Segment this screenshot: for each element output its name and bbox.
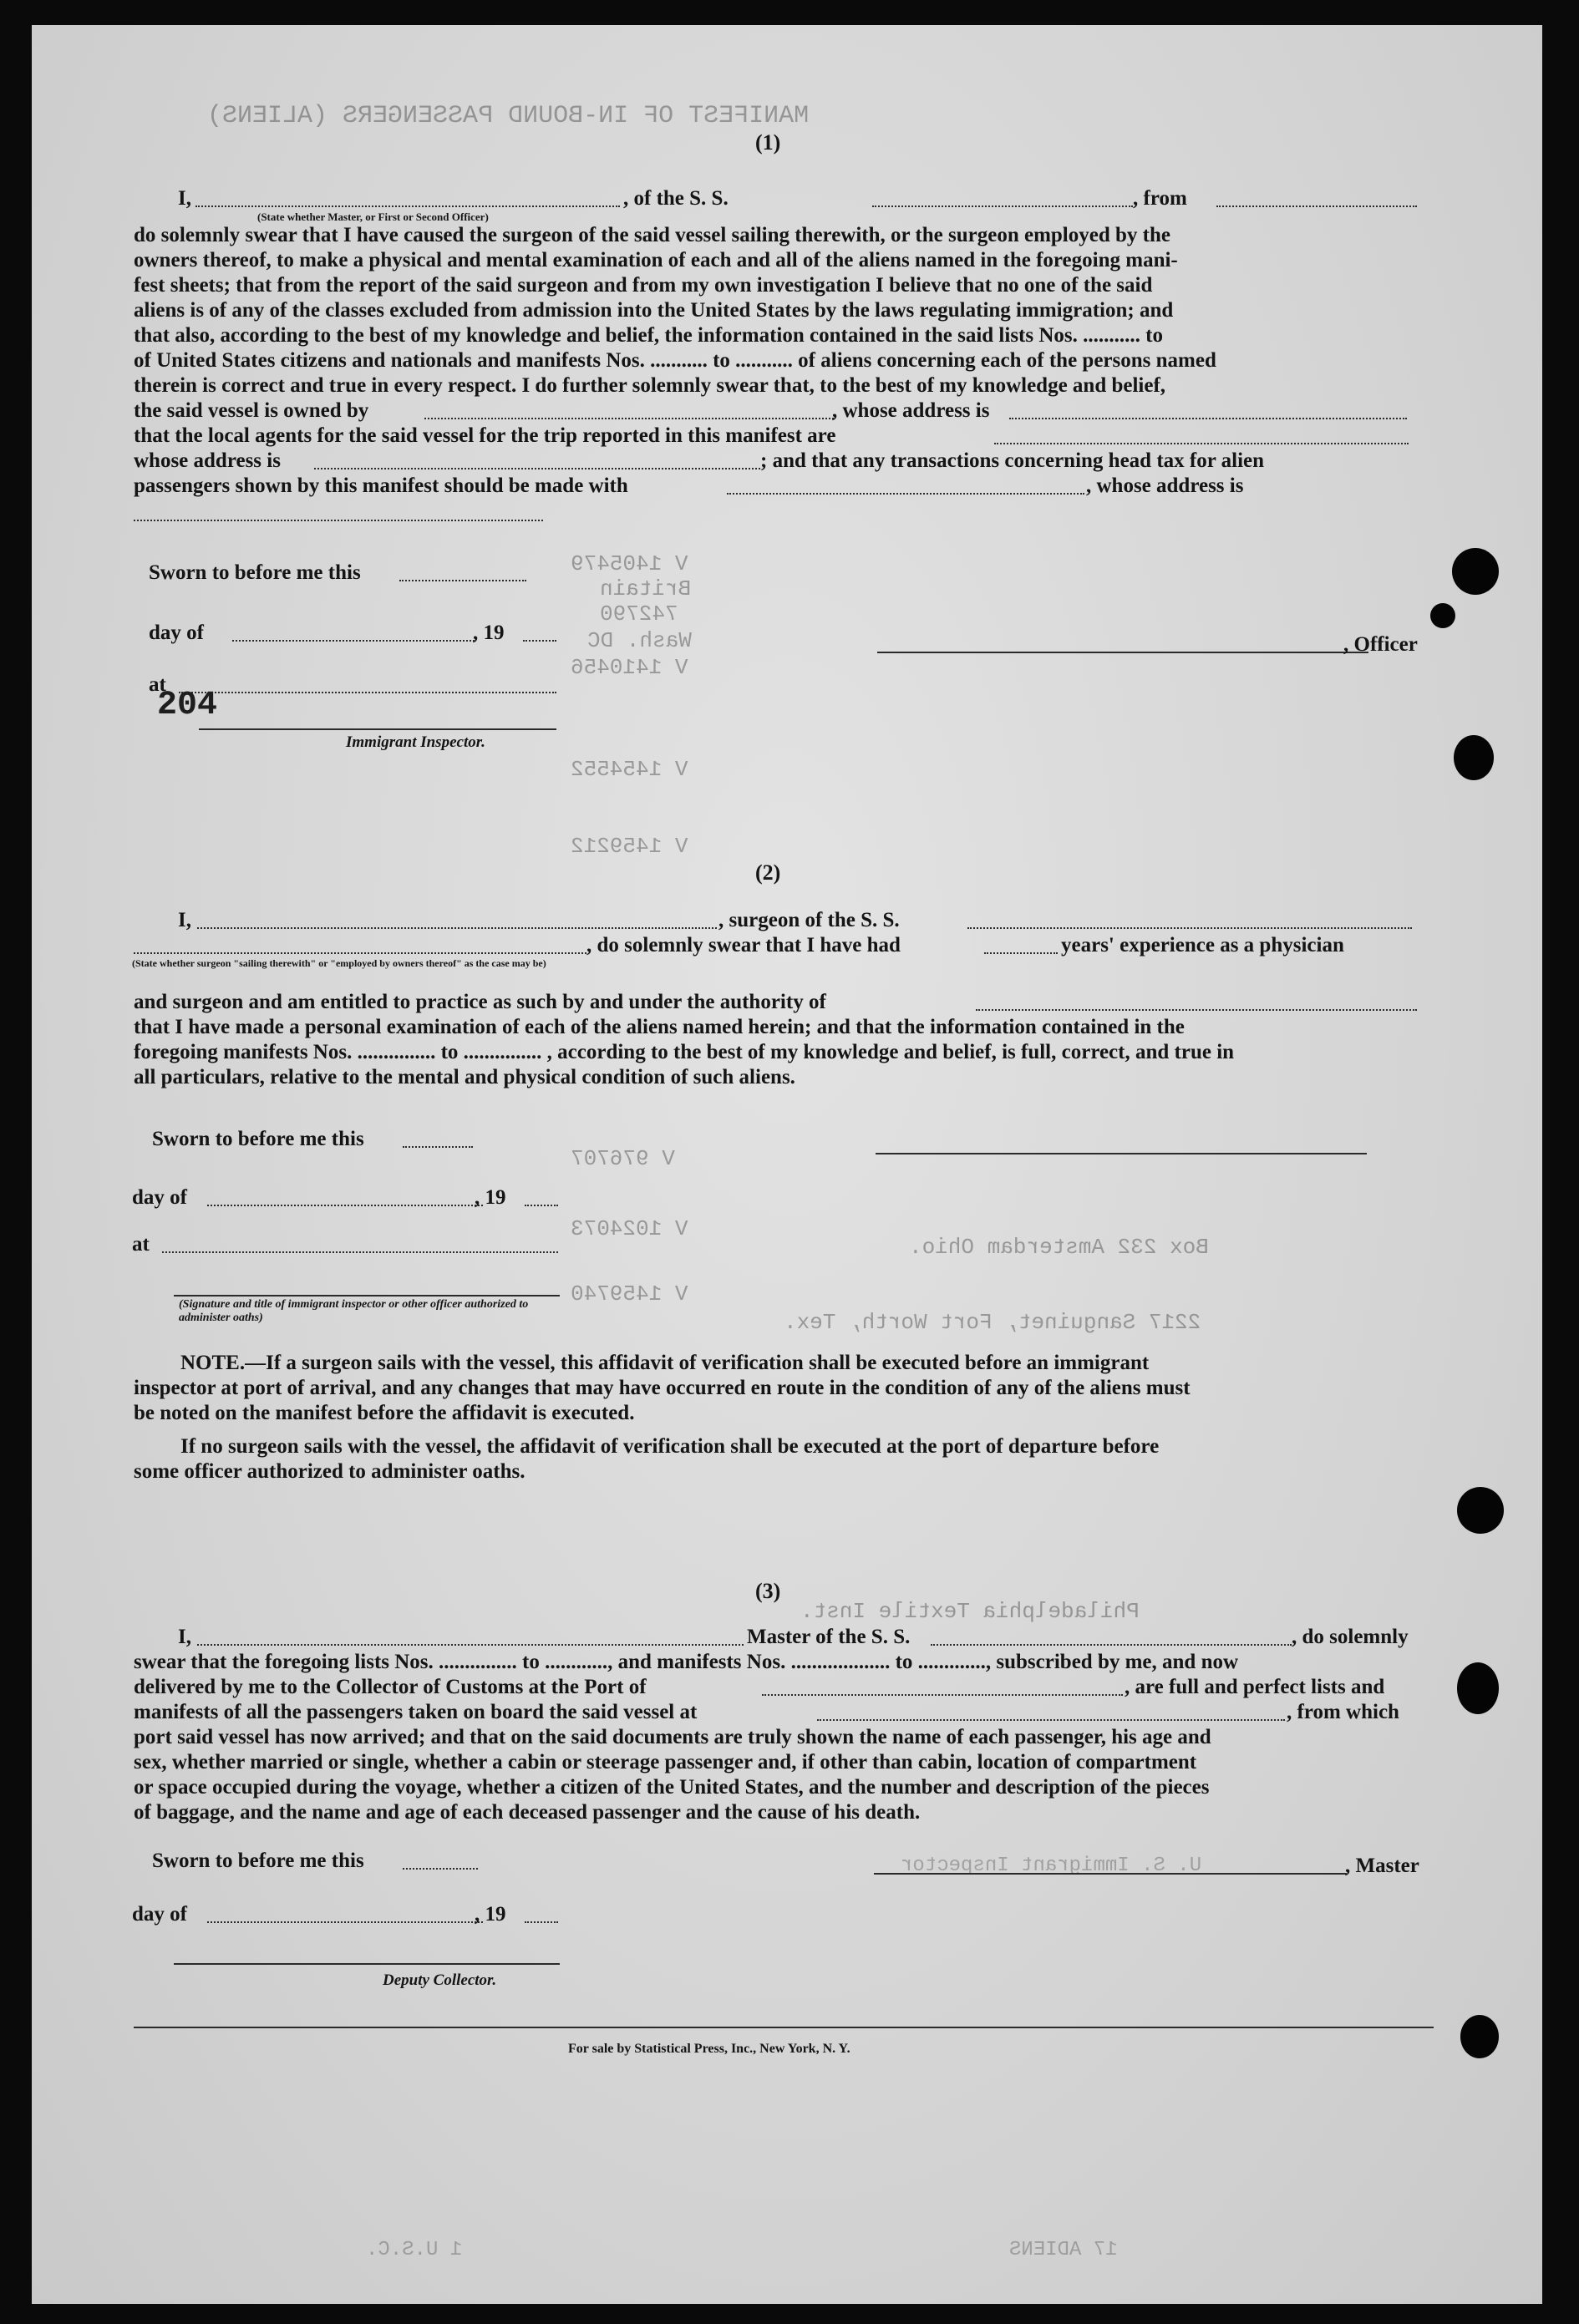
surgeon-state-note: (State whether surgeon "sailing therewith" or "employed by owners thereof" as the case may be) bbox=[132, 957, 546, 969]
note-line: some officer authorized to administer oaths. bbox=[134, 1460, 525, 1483]
at-label: at bbox=[149, 673, 166, 696]
day-of-label-2: day of bbox=[132, 1186, 187, 1209]
section-3-line: , from which bbox=[1287, 1701, 1399, 1723]
inspector-signature-line bbox=[199, 728, 556, 730]
section-3-i: I, bbox=[178, 1626, 191, 1648]
officer-name-field bbox=[195, 206, 620, 207]
section-1-para-line: aliens is of any of the classes excluded from admission into the United States by the laws regulating immigration; and bbox=[134, 299, 1174, 322]
section-3-line: delivered by me to the Collector of Customs at the Port of bbox=[134, 1676, 647, 1698]
at-label-2: at bbox=[132, 1233, 150, 1256]
day-of-field bbox=[232, 640, 475, 642]
master-signature-line bbox=[874, 1873, 1347, 1875]
punch-hole bbox=[1457, 1662, 1499, 1714]
head-tax-label: ; and that any transactions concerning head tax for alien bbox=[760, 449, 1265, 472]
authority-field bbox=[976, 1009, 1417, 1011]
at-field-2 bbox=[162, 1251, 558, 1253]
local-agents-label: that the local agents for the said vessel for the trip reported in this manifest are bbox=[134, 424, 836, 447]
officer-note: (State whether Master, or First or Second Officer) bbox=[257, 211, 489, 223]
master-of-label: Master of the S. S. bbox=[747, 1626, 911, 1648]
bleed-through-text: 17 ADIENS bbox=[1009, 2239, 1118, 2261]
agents-address-label: whose address is bbox=[134, 449, 281, 472]
section-2-i: I, bbox=[178, 909, 191, 931]
year-field bbox=[523, 640, 556, 642]
year-label-2: , 19 bbox=[475, 1186, 506, 1209]
bleed-through-text: Philadelphia Textile Inst. bbox=[800, 1599, 1140, 1624]
inspector-title: Immigrant Inspector. bbox=[346, 733, 485, 751]
surgeon-ship-field bbox=[967, 927, 1412, 929]
bleed-through-text: V 1454552 bbox=[571, 757, 688, 782]
bleed-through-text: V 1405479 bbox=[571, 551, 688, 576]
section-1-i: I, bbox=[178, 187, 191, 210]
surgeon-signature-line bbox=[876, 1153, 1367, 1154]
from-label: , from bbox=[1133, 187, 1187, 210]
section-2-para-line: that I have made a personal examination of each of the aliens named herein; and that the information contained in the bbox=[134, 1016, 1185, 1038]
passengers-shown-label: passengers shown by this manifest should be made with bbox=[134, 474, 628, 497]
sig-note: (Signature and title of immigrant inspector or other officer authorized to administer oaths) bbox=[179, 1298, 529, 1324]
section-2-para-line: all particulars, relative to the mental and physical condition of such aliens. bbox=[134, 1066, 795, 1088]
sworn-date-field bbox=[399, 580, 526, 581]
section-2-number: (2) bbox=[755, 860, 781, 885]
section-3-para-line: port said vessel has now arrived; and that on the said documents are truly shown the name of each passenger, his age and bbox=[134, 1726, 1211, 1748]
master-name-field bbox=[197, 1644, 744, 1646]
day-of-label-3: day of bbox=[132, 1903, 187, 1926]
owned-by-label: the said vessel is owned by bbox=[134, 399, 369, 422]
whose-address-label-3: , whose address is bbox=[1086, 474, 1244, 497]
section-3-number: (3) bbox=[755, 1579, 781, 1603]
master-label: , Master bbox=[1345, 1855, 1419, 1877]
do-solemnly-label: , do solemnly bbox=[1292, 1626, 1409, 1648]
note-paragraph bbox=[180, 1350, 1149, 1376]
day-of-label: day of bbox=[149, 622, 204, 644]
sworn-label-2: Sworn to before me this bbox=[152, 1128, 364, 1150]
note-line: inspector at port of arrival, and any changes that may have occurred en route in the condition of any of the aliens must bbox=[134, 1377, 1191, 1399]
bleed-through-text: U. S. Immigrant Inspector bbox=[901, 1855, 1202, 1877]
of-ss-label: , of the S. S. bbox=[623, 187, 729, 210]
collector-title: Deputy Collector. bbox=[383, 1971, 497, 1989]
section-1-para-line: that also, according to the best of my knowledge and belief, the information contained in the said lists Nos. ........... to bbox=[134, 324, 1163, 347]
year-field-2 bbox=[525, 1205, 558, 1206]
punch-hole bbox=[1454, 735, 1494, 780]
owner-field bbox=[424, 418, 834, 419]
bleed-through-title: MANIFEST OF IN-BOUND PASSENGERS (ALIENS) bbox=[207, 102, 810, 130]
year-label: , 19 bbox=[473, 622, 505, 644]
bleed-through-text: V 1459740 bbox=[571, 1281, 688, 1307]
at-field bbox=[179, 692, 556, 693]
ship-name-field bbox=[872, 206, 1133, 207]
printer-line: For sale by Statistical Press, Inc., New York, N. Y. bbox=[568, 2042, 850, 2056]
sworn-date-field-3 bbox=[403, 1868, 478, 1870]
bleed-through-text: 2217 Sanguinet, Fort Worth, Tex. bbox=[784, 1310, 1201, 1335]
head-tax-address-field bbox=[134, 520, 543, 521]
agents-field bbox=[994, 443, 1409, 444]
bleed-through-text: Wash. DC bbox=[587, 628, 692, 653]
collector-signature-line bbox=[174, 1963, 560, 1965]
section-3-line: swear that the foregoing lists Nos. ............... to ............, and manifests Nos. ................... to ............., subscribed by me, and now bbox=[134, 1651, 1239, 1673]
sworn-label-3: Sworn to before me this bbox=[152, 1850, 364, 1872]
bleed-through-text: V 1024073 bbox=[571, 1216, 688, 1241]
sig-line-2 bbox=[174, 1295, 560, 1296]
manifest-page bbox=[32, 25, 1542, 2304]
section-1-number: (1) bbox=[755, 130, 781, 155]
section-1-para-line: do solemnly swear that I have caused the surgeon of the said vessel sailing therewith, or the surgeon employed by the bbox=[134, 224, 1170, 246]
surgeon-name-field bbox=[197, 927, 717, 929]
section-1-para-line: therein is correct and true in every respect. I do further solemnly swear that, to the best of my knowledge and belief, bbox=[134, 374, 1166, 397]
section-1-para-line: of United States citizens and nationals and manifests Nos. ........... to ........... of aliens concerning each of the persons named bbox=[134, 349, 1216, 372]
master-ship-field bbox=[931, 1644, 1292, 1646]
bleed-through-text: V 1459212 bbox=[571, 834, 688, 859]
note-line: be noted on the manifest before the affidavit is executed. bbox=[134, 1402, 635, 1424]
section-3-para-line: of baggage, and the name and age of each deceased passenger and the cause of his death. bbox=[134, 1801, 921, 1824]
year-field-3 bbox=[525, 1921, 558, 1923]
sworn-date-field-2 bbox=[403, 1146, 473, 1148]
officer-label: , Officer bbox=[1343, 633, 1418, 656]
punch-hole bbox=[1460, 2015, 1499, 2058]
section-2-para-line: and surgeon and am entitled to practice as such by and under the authority of bbox=[134, 991, 826, 1013]
bleed-through-text: 742790 bbox=[600, 601, 678, 627]
footer-rule bbox=[134, 2027, 1434, 2028]
bleed-through-text: 1 U.S.C. bbox=[366, 2239, 463, 2261]
port-field bbox=[762, 1694, 1123, 1696]
punch-hole bbox=[1430, 603, 1455, 628]
sworn-label: Sworn to before me this bbox=[149, 561, 361, 584]
owner-address-field bbox=[1009, 418, 1407, 419]
years-field bbox=[984, 952, 1058, 954]
stamp-number: 204 bbox=[157, 687, 218, 724]
section-1-para-line: fest sheets; that from the report of the said surgeon and from my own investigation I believe that no one of the said bbox=[134, 274, 1153, 297]
agents-address-field bbox=[314, 468, 760, 469]
section-3-para-line: or space occupied during the voyage, whether a citizen of the United States, and the number and description of the pieces bbox=[134, 1776, 1210, 1799]
years-label: years' experience as a physician bbox=[1061, 934, 1344, 956]
bleed-through-text: V 1410456 bbox=[571, 655, 688, 680]
whose-address-label: , whose address is bbox=[832, 399, 990, 422]
day-of-field-3 bbox=[207, 1921, 483, 1923]
punch-hole bbox=[1457, 1487, 1504, 1534]
punch-hole bbox=[1452, 548, 1499, 595]
bleed-through-text: Britain bbox=[600, 576, 692, 601]
section-3-line: manifests of all the passengers taken on board the said vessel at bbox=[134, 1701, 698, 1723]
bleed-through-text: Box 232 Amsterdam Ohio. bbox=[909, 1235, 1209, 1260]
boarding-port-field bbox=[817, 1719, 1285, 1721]
officer-signature-line bbox=[877, 652, 1368, 653]
section-3-line: , are full and perfect lists and bbox=[1125, 1676, 1385, 1698]
head-tax-contact-field bbox=[727, 493, 1084, 495]
note-line: If no surgeon sails with the vessel, the affidavit of verification shall be executed at the port of departure before bbox=[180, 1435, 1160, 1458]
note-label: NOTE. bbox=[180, 1352, 246, 1374]
swear-label: , do solemnly swear that I have had bbox=[586, 934, 901, 956]
bleed-through-text: V 976707 bbox=[571, 1146, 675, 1171]
section-2-para-line: foregoing manifests Nos. ............... to ............... , according to the best of my knowledge and belief, is full, correct, and true in bbox=[134, 1041, 1235, 1063]
section-1-para-line: owners thereof, to make a physical and mental examination of each and all of the aliens named in the foregoing mani- bbox=[134, 249, 1178, 271]
day-of-field-2 bbox=[207, 1205, 483, 1206]
from-port-field bbox=[1216, 206, 1417, 207]
year-label-3: , 19 bbox=[475, 1903, 506, 1926]
surgeon-status-field bbox=[134, 952, 586, 954]
note-line: —If a surgeon sails with the vessel, this affidavit of verification shall be executed before an immigrant bbox=[245, 1352, 1150, 1374]
section-3-para-line: sex, whether married or single, whether a cabin or steerage passenger and, if other than cabin, location of compartment bbox=[134, 1751, 1197, 1773]
surgeon-of-label: , surgeon of the S. S. bbox=[718, 909, 900, 931]
